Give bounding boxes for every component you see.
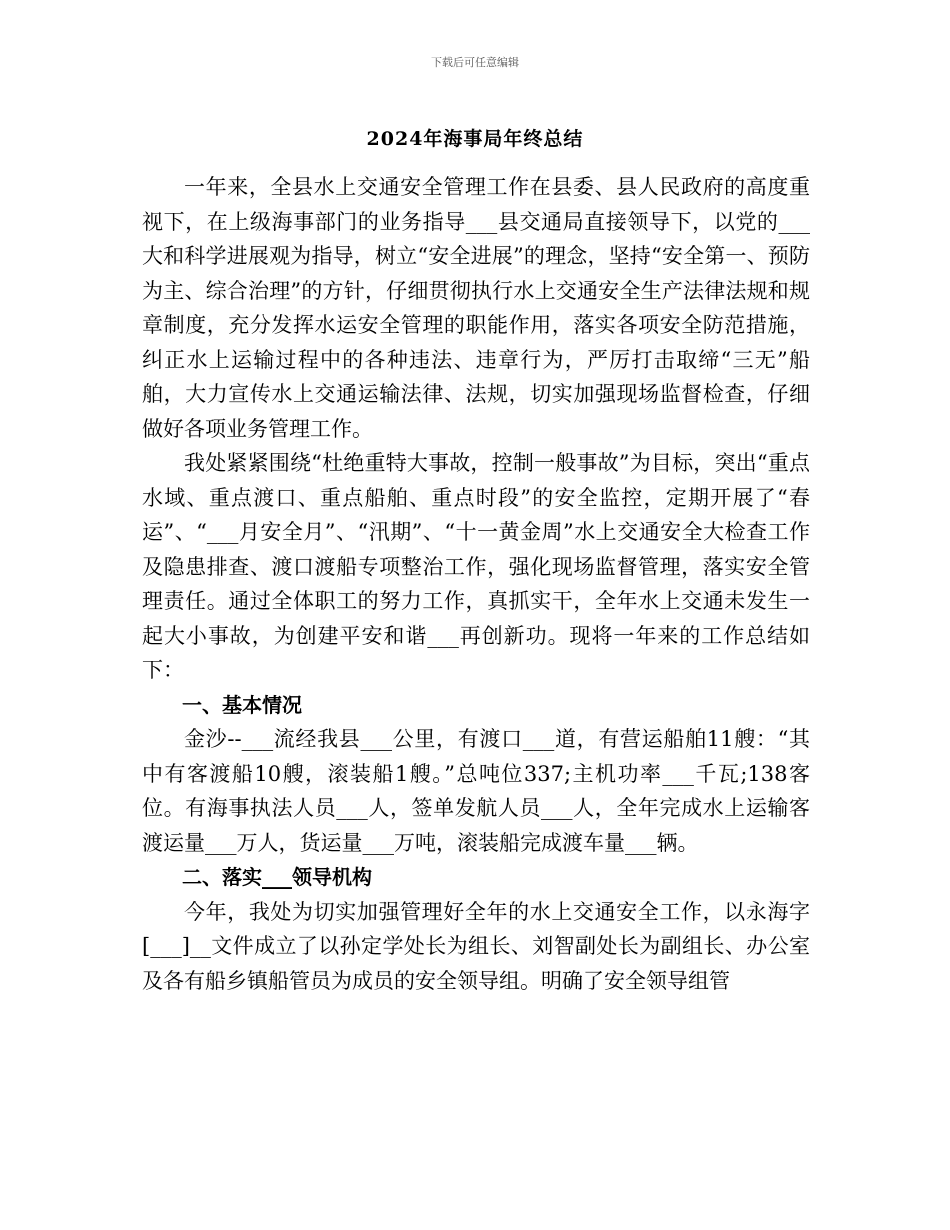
- document-title: 2024年海事局年终总结: [366, 128, 584, 150]
- paragraph-leadership: 今年，我处为切实加强管理好全年的水上交通安全工作，以永海字[___]__文件成立了以孙定学处长为组长、刘智副处长为副组长、办公室及各有船乡镇船管员为成员的安全领导组。明确了安全领导组管: [142, 899, 810, 993]
- paragraph-goals: 我处紧紧围绕“杜绝重特大事故，控制一般事故”为目标，突出“重点水域、重点渡口、重点船舶、重点时段”的安全监控，定期开展了“春运”、“___月安全月”、“汛期”、“十一黄金周”水上交通安全大检查工作及隐患排查、渡口渡船专项整治工作，强化现场监督管理，落实安全管理责任。通过全体职工的努力工作，真抓实干，全年水上交通未发生一起大小事故，为创建平安和谐___再创新功。现将一年来的工作总结如下：: [142, 451, 810, 682]
- paragraph-basic-situation: 金沙--___流经我县___公里，有渡口___道，有营运船舶11艘：“其中有客渡船10艘，滚装船1艘。”总吨位337;主机功率___千瓦;138客位。有海事执法人员___人，签单发航人员___人，全年完成水上运输客渡运量___万人，货运量___万吨，滚装船完成渡车量___辆。: [142, 727, 810, 855]
- paragraph-intro: 一年来，全县水上交通安全管理工作在县委、县人民政府的高度重视下，在上级海事部门的业务指导___县交通局直接领导下，以党的___大和科学进展观为指导，树立“安全进展”的理念，坚持“安全第一、预防为主、综合治理”的方针，仔细贯彻执行水上交通安全生产法律法规和规章制度，充分发挥水运安全管理的职能作用，落实各项安全防范措施，纠正水上运输过程中的各种违法、违章行为，严厉打击取缔“三无”船舶，大力宣传水上交通运输法律、法规，切实加强现场监督检查，仔细做好各项业务管理工作。: [142, 175, 810, 441]
- header-note: 下载后可任意编辑: [431, 56, 519, 69]
- section-heading-leadership: 二、落实___领导机构: [182, 865, 372, 889]
- section-heading-basic-situation: 一、基本情况: [182, 692, 302, 717]
- document-body: [142, 170, 810, 998]
